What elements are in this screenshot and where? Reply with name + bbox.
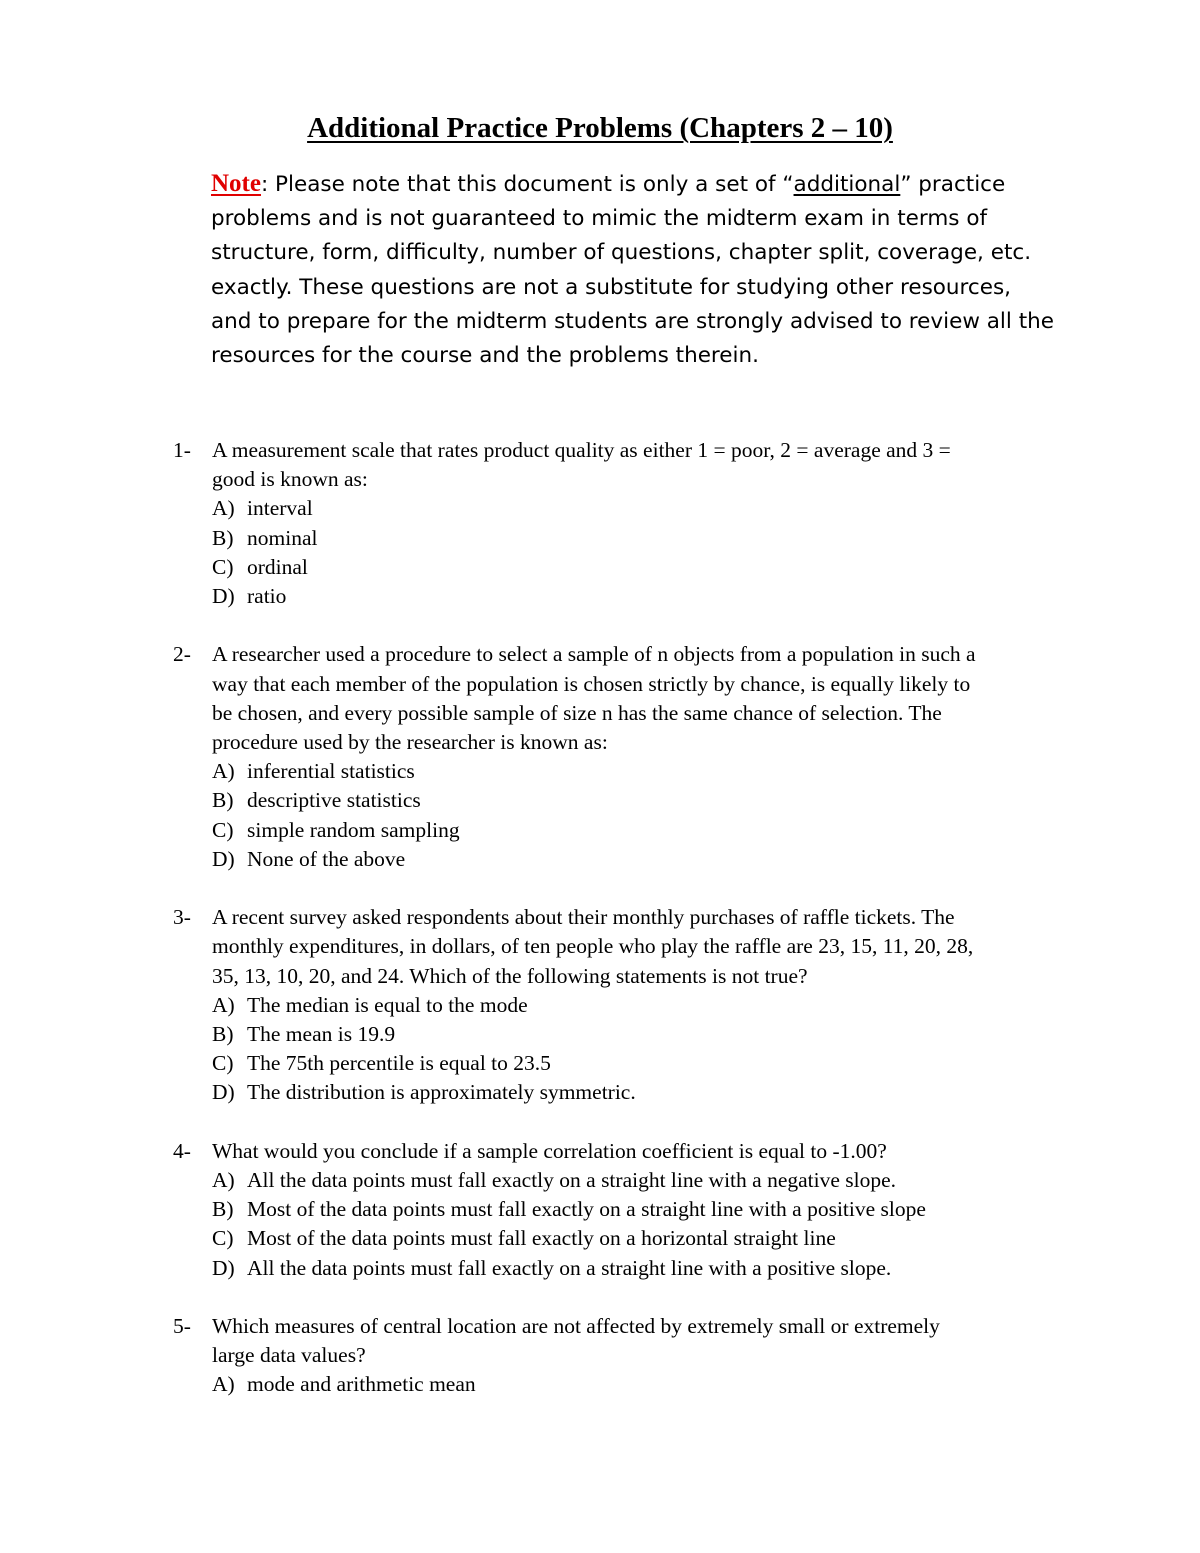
answer-option: [212, 582, 1200, 611]
answer-option-text: The mean is 19.9: [247, 1022, 396, 1047]
question-text-line: good is known as:: [212, 467, 368, 492]
note-paragraph: [211, 167, 1081, 373]
answer-option-text: mode and arithmetic mean: [247, 1372, 476, 1397]
question-text-line: monthly expenditures, in dollars, of ten people who play the raffle are 23, 15, 11, 20, 28,: [212, 934, 974, 959]
answer-option-text: The distribution is approximately symmetric.: [247, 1080, 636, 1105]
question-3: [0, 903, 1200, 1107]
question-5: [0, 1312, 1200, 1400]
question-list: [0, 436, 1200, 1429]
question-text-line: procedure used by the researcher is known as:: [212, 730, 608, 755]
answer-option: [212, 1195, 1200, 1224]
answer-option-letter: A): [212, 759, 235, 784]
note-line-6: resources for the course and the problems therein.: [211, 343, 759, 369]
answer-option-letter: A): [212, 1372, 235, 1397]
answer-option-letter: B): [212, 788, 234, 813]
answer-option-letter: C): [212, 554, 234, 579]
question-text-line: What would you conclude if a sample correlation coefficient is equal to -1.00?: [212, 1138, 887, 1163]
answer-option-text: descriptive statistics: [247, 788, 421, 813]
note-line-2: problems and is not guaranteed to mimic the midterm exam in terms of: [211, 206, 988, 232]
answer-option-letter: A): [212, 496, 235, 521]
answer-option-text: Most of the data points must fall exactly on a straight line with a positive slope: [247, 1197, 926, 1222]
note-line-4: exactly. These questions are not a substitute for studying other resources,: [211, 274, 1012, 300]
answer-option-text: interval: [247, 496, 313, 521]
answer-option: [212, 757, 1200, 786]
answer-option: [212, 1224, 1200, 1253]
answer-option: [212, 524, 1200, 553]
question-text-line: A researcher used a procedure to select a sample of n objects from a population in such a: [212, 642, 976, 667]
answer-option: [212, 816, 1200, 845]
answer-option-text: nominal: [247, 525, 318, 550]
answer-option: [212, 1166, 1200, 1195]
answer-option-letter: B): [212, 1197, 234, 1222]
answer-option-text: The median is equal to the mode: [247, 992, 528, 1017]
question-number: 4-: [173, 1138, 191, 1163]
question-number: 3-: [173, 905, 191, 930]
answer-option-text: Most of the data points must fall exactly on a horizontal straight line: [247, 1226, 836, 1251]
note-line-5: and to prepare for the midterm students are strongly advised to review all the: [211, 308, 1054, 334]
answer-option-letter: C): [212, 1226, 234, 1251]
answer-option: [212, 553, 1200, 582]
answer-option-letter: C): [212, 817, 234, 842]
answer-option: [212, 1078, 1200, 1107]
note-label: Note: [211, 170, 261, 197]
answer-option-letter: B): [212, 1022, 234, 1047]
answer-option-letter: B): [212, 525, 234, 550]
answer-option: [212, 845, 1200, 874]
answer-option-text: ordinal: [247, 554, 308, 579]
note-line-1: Note: Please note that this document is only a set of “additional” practice: [211, 170, 1006, 197]
answer-option-text: simple random sampling: [247, 817, 460, 842]
question-text-line: A recent survey asked respondents about their monthly purchases of raffle tickets. The: [212, 905, 955, 930]
answer-option-letter: A): [212, 1168, 235, 1193]
answer-option-text: inferential statistics: [247, 759, 415, 784]
answer-option-text: All the data points must fall exactly on a straight line with a positive slope.: [247, 1255, 892, 1280]
answer-option-letter: A): [212, 992, 235, 1017]
question-text-line: Which measures of central location are not affected by extremely small or extremely: [212, 1314, 940, 1339]
answer-option: [212, 494, 1200, 523]
answer-option-letter: D): [212, 846, 235, 871]
answer-option-letter: D): [212, 1080, 235, 1105]
question-text-line: be chosen, and every possible sample of size n has the same chance of selection. The: [212, 700, 942, 725]
question-1: [0, 436, 1200, 611]
note-line-3: structure, form, difficulty, number of questions, chapter split, coverage, etc.: [211, 240, 1032, 266]
answer-option: [212, 1020, 1200, 1049]
question-4: [0, 1137, 1200, 1283]
answer-option-text: ratio: [247, 584, 287, 609]
question-number: 5-: [173, 1314, 191, 1339]
question-text-line: way that each member of the population is chosen strictly by chance, is equally likely to: [212, 671, 971, 696]
answer-option: [212, 1254, 1200, 1283]
document-title: Additional Practice Problems (Chapters 2 – 10): [307, 112, 893, 144]
question-number: 1-: [173, 438, 191, 462]
answer-option-letter: D): [212, 584, 235, 609]
answer-option: [212, 991, 1200, 1020]
answer-option: [212, 786, 1200, 815]
additional-word: additional: [793, 172, 901, 197]
question-2: [0, 640, 1200, 874]
answer-option: [212, 1049, 1200, 1078]
answer-option-text: The 75th percentile is equal to 23.5: [247, 1051, 551, 1076]
answer-option-text: None of the above: [247, 846, 406, 871]
question-number: 2-: [173, 642, 191, 667]
question-text-line: large data values?: [212, 1343, 366, 1368]
answer-option-letter: C): [212, 1051, 234, 1076]
answer-option-text: All the data points must fall exactly on a straight line with a negative slope.: [247, 1168, 897, 1193]
answer-option-letter: D): [212, 1255, 235, 1280]
question-text-line: A measurement scale that rates product quality as either 1 = poor, 2 = average and 3 =: [212, 438, 951, 462]
answer-option: [212, 1370, 1200, 1399]
question-text-line: 35, 13, 10, 20, and 24. Which of the following statements is not true?: [212, 963, 808, 988]
